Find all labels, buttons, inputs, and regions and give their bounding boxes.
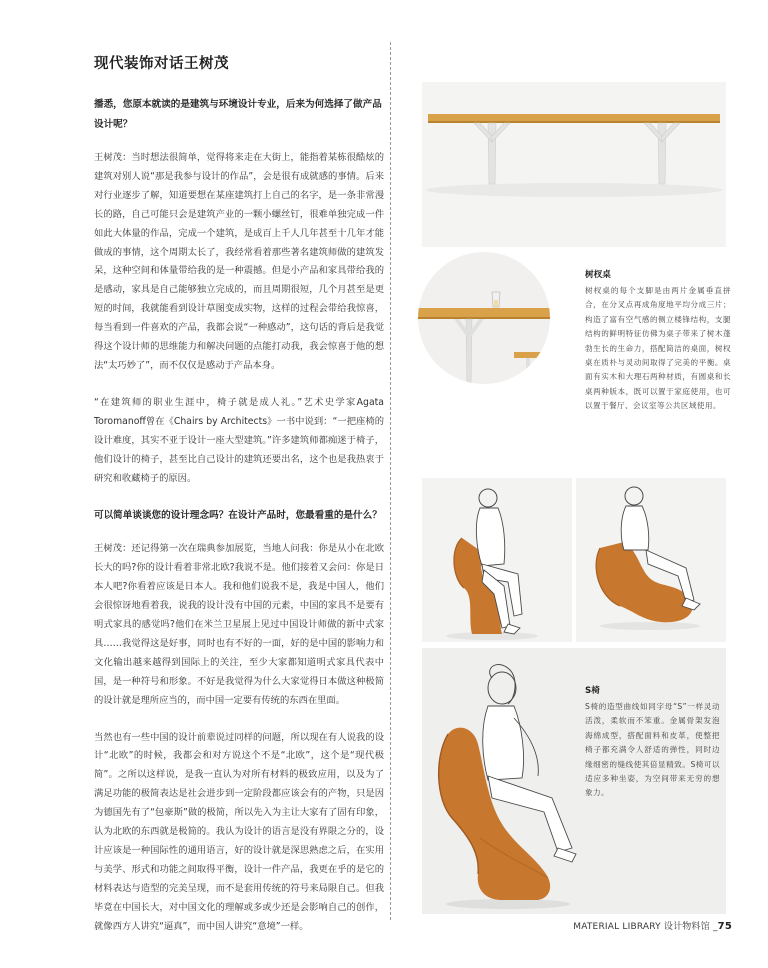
question-2: 可以简单谈谈您的设计理念吗？在设计产品时，您最看重的是什么？ bbox=[94, 510, 382, 522]
table-photo bbox=[422, 82, 726, 247]
chair-photo-back bbox=[576, 478, 726, 642]
answer-paragraph-3: 王树茂：还记得第一次在瑞典参加展览，当地人问我：你是从小在北欧长大的吗?你的设计看着非常北欧?我说不是。他们接着又会问：你是日本人吧?你看着应该是日本人。我和他们说我不是，我是中国人，他们会很惊讶地看着我，说我的设计没有中国的元素，中国的家具不是要有明式家具的感觉吗?他们在米兰卫星展上见过中国设计师做的新中式家具……我觉得这是好事，同时也有不好的一面，好的是中国的影响力和文化输出越来越得到国际上的关注，至少大家都知道明式家具代表中国，是一种符号和形象。不好是我觉得为什么大家觉得日本做这种极简的设计就是理所应当的，而中国一定要有传统的东西在里面。 bbox=[94, 543, 384, 706]
table-detail-circle bbox=[414, 250, 556, 386]
chair-caption-text: S椅的造型曲线如同字母“S”一样灵动活泼，柔软而不笨重。金属骨架发泡海绵成型，搭配面料和皮革，使整把椅子都充满令人舒适的弹性，同时边缘细密的缝线使其倍显精致。S椅可以适应多种坐姿，为空间带来无穷的想象力。 bbox=[585, 702, 720, 798]
table-caption-title: 树杈桌 bbox=[585, 270, 611, 280]
article-title: 现代装饰对话王树茂 bbox=[94, 56, 229, 72]
answer-paragraph-4: 当然也有一些中国的设计前辈说过同样的问题，所以现在有人说我的设计“北欧”的时候，我都会和对方说这个不是“北欧”，这个是“现代极简”。之所以这样说，是我一直认为对所有材料的极致应用，以及为了满足功能的极简表达是社会进步到一定阶段都应该会有的产物，只是因为德国先有了“包豪斯”做的极简，所以先入为主让大家有了固有印象，认为北欧的东西就是极简的。我认为设计的语言是没有界限之分的，设计应该是一种国际性的通用语言，好的设计就是深思熟虑之后，在实用与美学、形式和功能之间取得平衡，设计一件产品，我更在乎的是它的材料表达与造型的完美呈现，而不是套用传统的符号来局限自己。但我毕竟在中国长大，对中国文化的理解或多或少还是会影响自己的创作，就像西方人讲究“逼真”，而中国人讲究“意境”一样。 bbox=[94, 731, 384, 932]
tree-table-illustration bbox=[422, 82, 726, 247]
article-column bbox=[94, 52, 384, 955]
s-chair-person-back bbox=[576, 478, 726, 642]
page-footer bbox=[573, 919, 732, 932]
footer-label: MATERIAL LIBRARY 设计物料馆 _ bbox=[573, 922, 718, 932]
answer-paragraph-2: “在建筑师的职业生涯中，椅子就是成人礼。”艺术史学家Agata Toromanoff曾在《Chairs by Architects》一书中说到：“一把座椅的设计难度，其实不亚于设计一座大型建筑。”许多建筑师都痴迷于椅子，他们设计的椅子，甚至比自己设计的建筑还要出名，这个也是我热衷于研究和收藏椅子的原因。 bbox=[94, 396, 384, 484]
chair-caption-title: S椅 bbox=[585, 686, 600, 696]
s-chair-person-side bbox=[422, 478, 572, 642]
answer-paragraph-1: 王树茂：当时想法很简单，觉得将来走在大街上，能指着某栋很酷炫的建筑对别人说“那是我参与设计的作品”，会是很有成就感的事情。后来对行业逐步了解，知道要想在某座建筑打上自己的名字，是一条非常漫长的路，自己可能只会是建筑产业的一颗小螺丝钉，很难单独完成一件如此大体量的作品，完成一个建筑，是成百上千人几年甚至十几年才能做成的事情，这个周期太长了，我经常看着那些著名建筑师做的建筑发呆，这种空间和体量带给我的是一种震撼。但是小产品和家具带给我的是感动，家具是自己能够独立完成的，而且周期很短，几个月甚至是更短的时间，我就能看到设计草图变成实物，这样的过程会带给我惊喜，每当看到一件喜欢的产品，我都会说“一种感动”，这句话的背后是我觉得这个设计师的思维能力和解决问题的点能打动我，我会惊喜于他的想法“太巧妙了”，而不仅仅是感动于产品本身。 bbox=[94, 152, 384, 371]
question-1: 播悉，您原本就读的是建筑与环境设计专业，后来为何选择了做产品设计呢？ bbox=[94, 99, 382, 130]
chair-photo-side bbox=[422, 478, 572, 642]
table-caption-text: 树杈桌的每个支脚是由两片金属垂直拼合，在分叉点再成角度地平均分成三片；构造了富有空气感的侧立楼锋结构，支腿结构的鲜明特征仿佛为桌子带来了树木蓬勃生长的生命力，搭配简洁的桌面，树杈桌在质朴与灵动间取得了完美的平衡。桌面有实木和大理石两种材质，有圆桌和长桌两种版本，既可以置于家庭使用，也可以置于餐厅、会议室等公共区域使用。 bbox=[585, 286, 731, 411]
column-divider bbox=[390, 42, 391, 920]
page-number: 75 bbox=[717, 921, 732, 932]
